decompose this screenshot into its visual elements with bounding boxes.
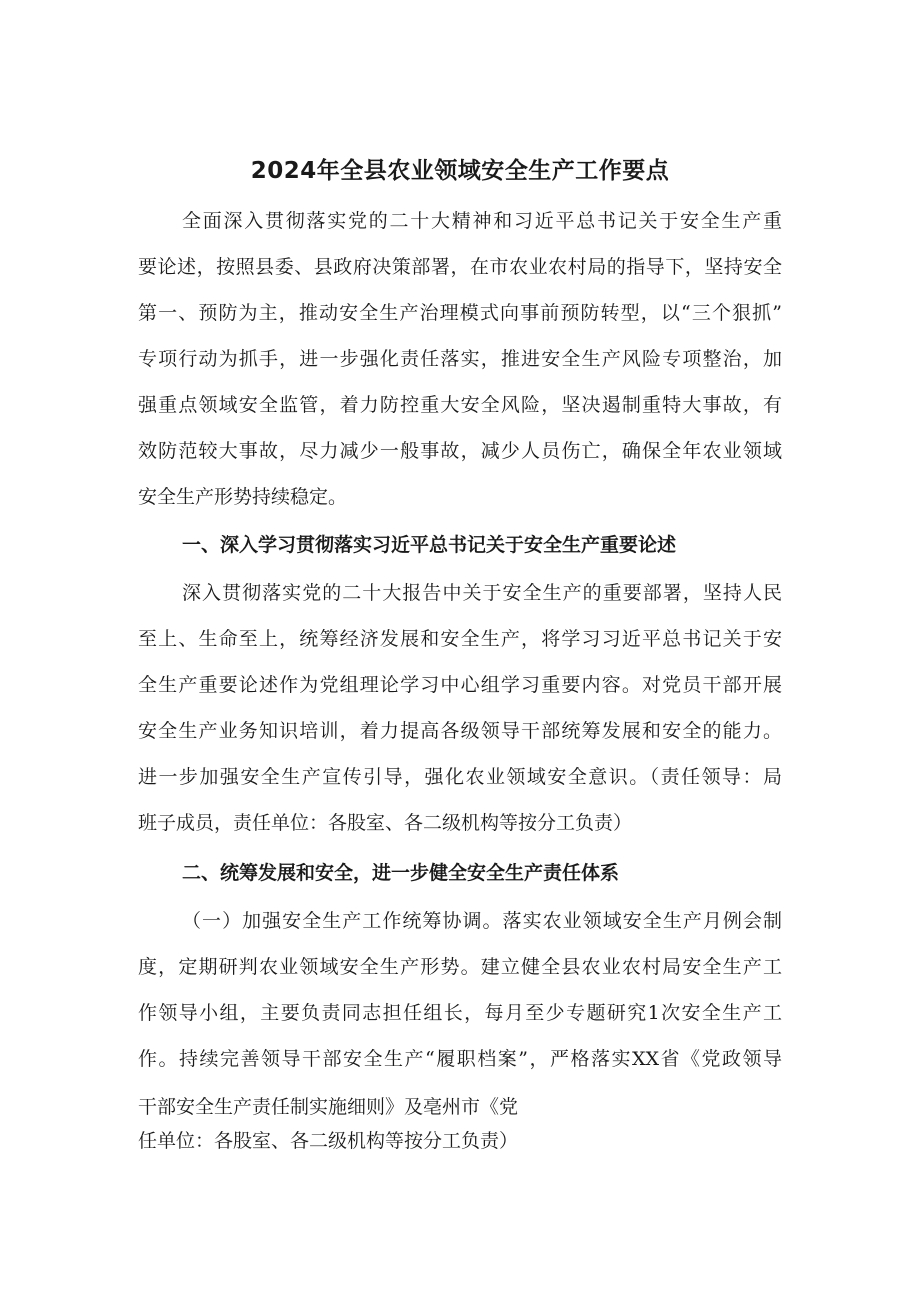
section1-line: 至上、生命至上，统筹经济发展和安全生产，将学习习近平总书记关于安: [138, 628, 782, 650]
section-heading-1: 一、深入学习贯彻落实习近平总书记关于安全生产重要论述: [182, 534, 677, 556]
intro-line: 全面深入贯彻落实党的二十大精神和习近平总书记关于安全生产重: [182, 210, 782, 232]
section1-line: 深入贯彻落实党的二十大报告中关于安全生产的重要部署，坚持人民: [182, 582, 782, 604]
intro-line: 强重点领域安全监管，着力防控重大安全风险，坚决遏制重特大事故，有: [138, 394, 782, 416]
intro-line: 安全生产形势持续稳定。: [138, 486, 348, 508]
section1-line: 安全生产业务知识培训，着力提高各级领导干部统筹发展和安全的能力。: [138, 720, 782, 742]
section2-line: 作领导小组，主要负责同志担任组长，每月至少专题研究1次安全生产工: [138, 1002, 782, 1024]
section2-line: 任单位：各股室、各二级机构等按分工负责）: [138, 1130, 519, 1152]
section-heading-2: 二、统筹发展和安全，进一步健全安全生产责任体系: [182, 862, 620, 884]
section1-line: 班子成员，责任单位：各股室、各二级机构等按分工负责）: [138, 812, 633, 834]
intro-line: 效防范较大事故，尽力减少一般事故，减少人员伤亡，确保全年农业领域: [138, 440, 782, 462]
section2-line: 干部安全生产责任制实施细则》及亳州市《党: [138, 1096, 519, 1118]
document-title: 2024年全县农业领域安全生产工作要点: [250, 158, 670, 184]
section2-line: 作。持续完善领导干部安全生产“履职档案”，严格落实XX省《党政领导: [138, 1048, 782, 1070]
section1-line: 进一步加强安全生产宣传引导，强化农业领域安全意识。（责任领导：局: [138, 766, 782, 788]
section2-line: （一）加强安全生产工作统筹协调。落实农业领域安全生产月例会制: [182, 910, 782, 932]
intro-line: 专项行动为抓手，进一步强化责任落实，推进安全生产风险专项整治，加: [138, 348, 782, 370]
intro-line: 第一、预防为主，推动安全生产治理模式向事前预防转型，以“三个狠抓”: [138, 302, 782, 324]
section2-line: 度，定期研判农业领域安全生产形势。建立健全县农业农村局安全生产工: [138, 956, 782, 978]
section1-line: 全生产重要论述作为党组理论学习中心组学习重要内容。对党员干部开展: [138, 674, 782, 696]
intro-line: 要论述，按照县委、县政府决策部署，在市农业农村局的指导下，坚持安全: [138, 256, 782, 278]
